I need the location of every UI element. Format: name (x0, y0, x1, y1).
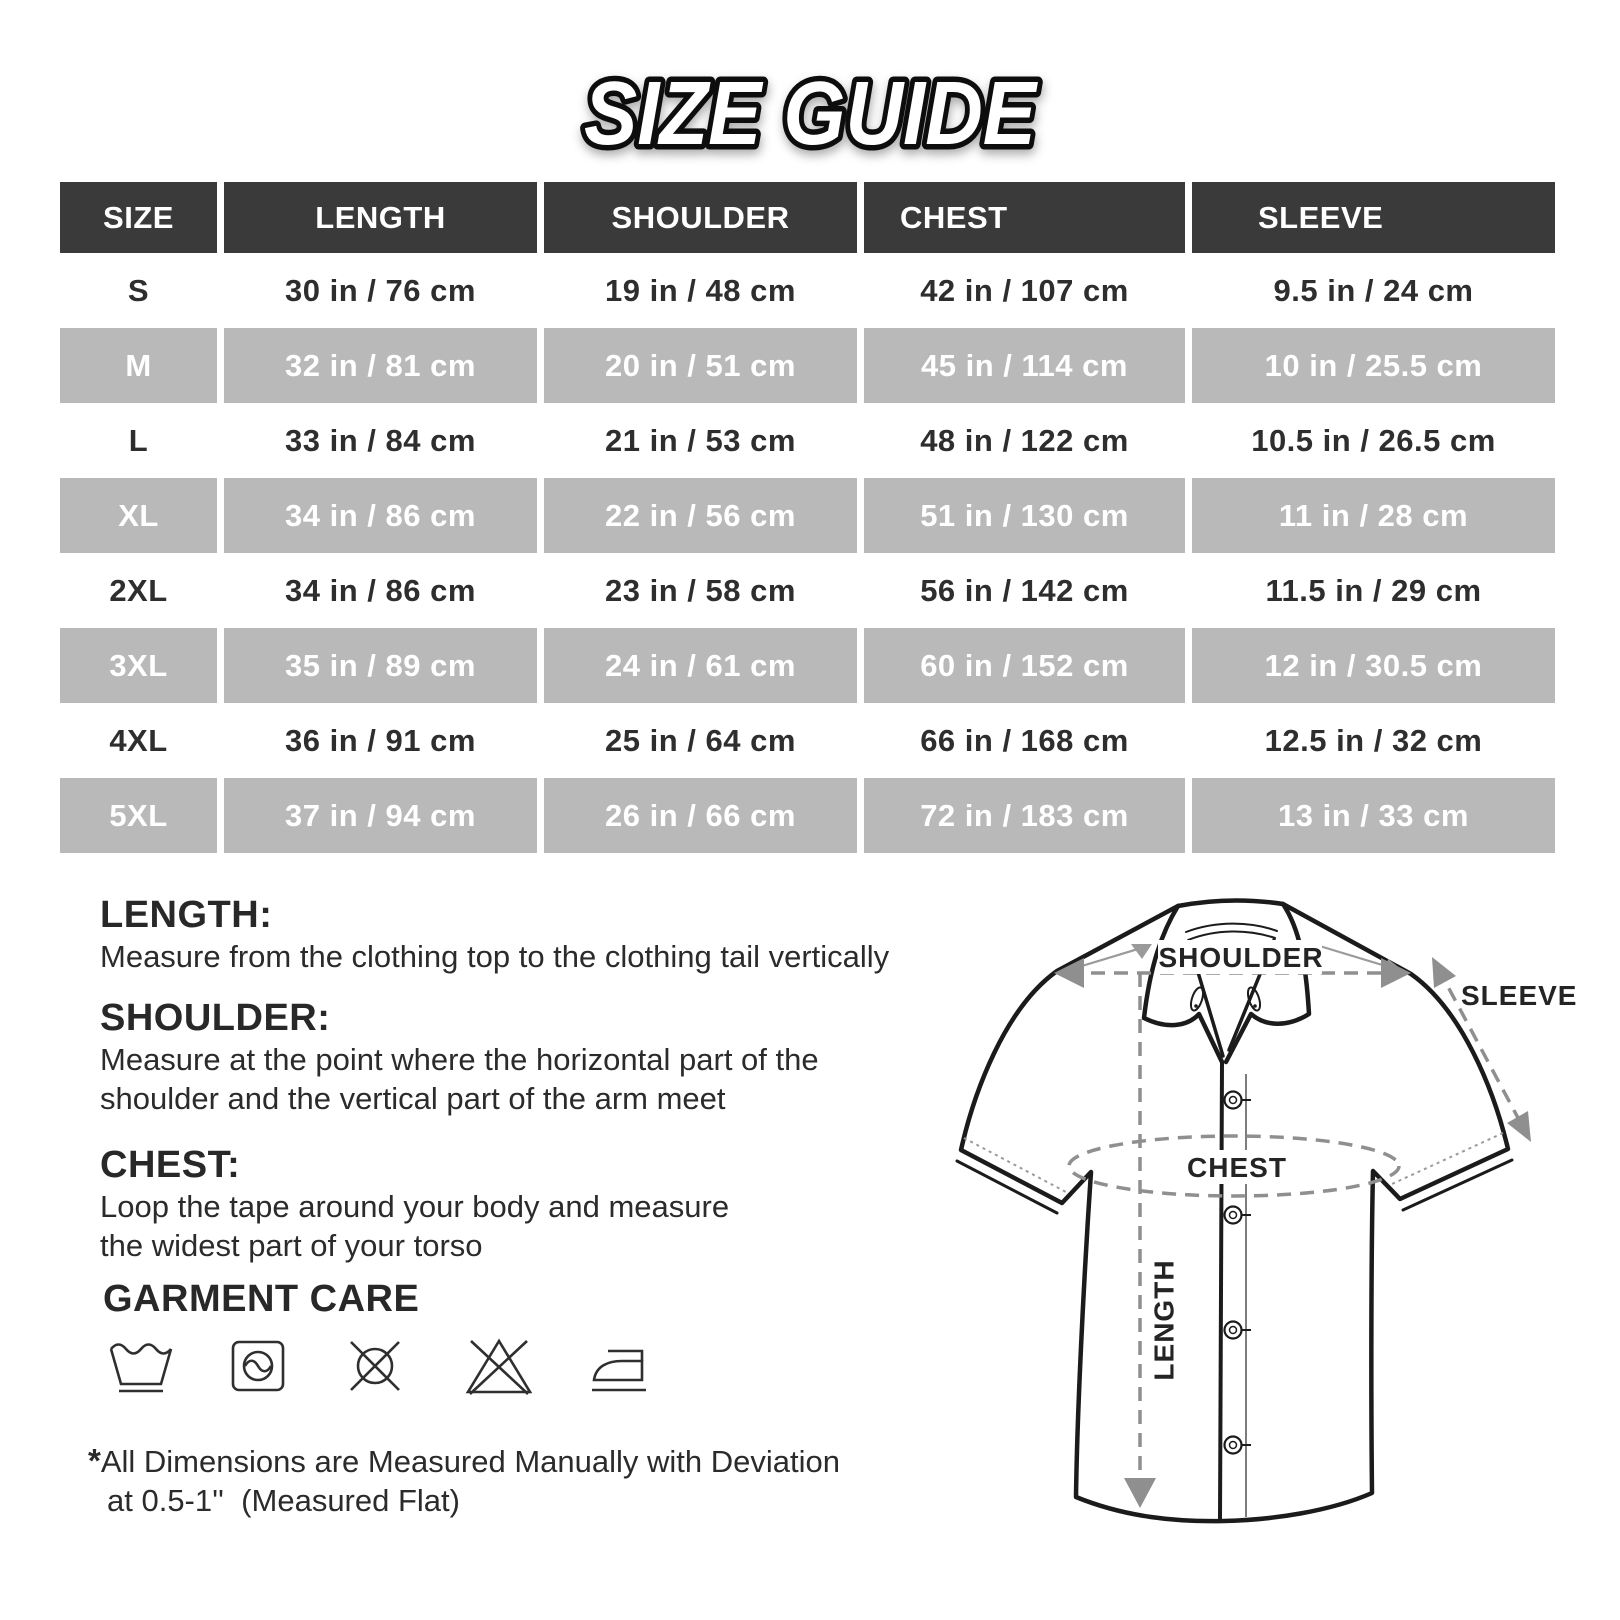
arrow-up-right-icon (1432, 957, 1456, 988)
page-title (400, 48, 1220, 173)
wash-gentle-icon (106, 1334, 176, 1398)
table-cell: 10.5 in / 26.5 cm (1251, 422, 1496, 458)
length-label: LENGTH (1148, 1259, 1180, 1381)
table-row (60, 553, 1555, 628)
table-cell: 33 in / 84 cm (285, 422, 476, 458)
sleeve-label: SLEEVE (1461, 980, 1578, 1011)
size-label: XL (60, 478, 217, 553)
table-row (60, 628, 1555, 703)
table-cell: 36 in / 91 cm (285, 722, 476, 758)
table-row (60, 253, 1555, 328)
section-chest-heading: CHEST: (100, 1144, 241, 1186)
table-cell: 35 in / 89 cm (224, 628, 537, 703)
size-label: L (128, 422, 149, 458)
size-label: 5XL (60, 778, 217, 853)
table-cell: 56 in / 142 cm (920, 572, 1129, 608)
section-chest-text-line2: the widest part of your torso (100, 1228, 483, 1263)
do-not-bleach-icon (462, 1334, 536, 1398)
table-cell: 45 in / 114 cm (864, 328, 1185, 403)
section-length-heading: LENGTH: (100, 894, 273, 936)
table-header-row (60, 182, 1555, 253)
table-cell: 37 in / 94 cm (224, 778, 537, 853)
table-cell: 20 in / 51 cm (544, 328, 857, 403)
shirt-diagram (930, 860, 1590, 1560)
table-cell: 10 in / 25.5 cm (1192, 328, 1555, 403)
chest-label: CHEST (1187, 1152, 1287, 1183)
section-shoulder-heading: SHOULDER: (100, 997, 331, 1039)
table-cell: 48 in / 122 cm (920, 422, 1129, 458)
page-title-text: SIZE GUIDE (584, 64, 1039, 164)
table-cell: 21 in / 53 cm (605, 422, 796, 458)
table-cell: 19 in / 48 cm (605, 272, 796, 308)
table-row (60, 328, 1555, 403)
section-shoulder-text-line2: shoulder and the vertical part of the arm meet (100, 1081, 726, 1116)
table-row (60, 703, 1555, 778)
table-cell: 12 in / 30.5 cm (1192, 628, 1555, 703)
table-row (60, 403, 1555, 478)
garment-care-heading: GARMENT CARE (103, 1278, 420, 1320)
header-sleeve: SLEEVE (1192, 182, 1555, 253)
footnote-line2: at 0.5-1'' (Measured Flat) (107, 1483, 460, 1518)
table-cell: 11.5 in / 29 cm (1265, 572, 1482, 608)
table-cell: 26 in / 66 cm (544, 778, 857, 853)
table-cell: 12.5 in / 32 cm (1264, 722, 1483, 758)
size-label: 3XL (60, 628, 217, 703)
table-cell: 34 in / 86 cm (224, 478, 537, 553)
section-shoulder (100, 996, 819, 1118)
table-cell: 24 in / 61 cm (544, 628, 857, 703)
shoulder-label: SHOULDER (1158, 942, 1324, 973)
arrow-down-right-icon (1507, 1111, 1531, 1142)
section-chest (100, 1143, 729, 1265)
table-cell: 32 in / 81 cm (224, 328, 537, 403)
header-length: LENGTH (224, 182, 537, 253)
table-cell: 11 in / 28 cm (1192, 478, 1555, 553)
footnote-line1: *All Dimensions are Measured Manually with Deviation (88, 1442, 840, 1479)
section-shoulder-text-line1: Measure at the point where the horizontal part of the (100, 1042, 819, 1077)
size-label: M (60, 328, 217, 403)
table-cell: 22 in / 56 cm (544, 478, 857, 553)
table-cell: 60 in / 152 cm (864, 628, 1185, 703)
table-cell: 66 in / 168 cm (920, 722, 1129, 758)
size-label: 2XL (109, 572, 168, 608)
table-cell: 42 in / 107 cm (920, 272, 1129, 308)
size-table (60, 182, 1555, 853)
table-row (60, 478, 1555, 553)
header-chest: CHEST (864, 182, 1185, 253)
header-size: SIZE (60, 182, 217, 253)
table-cell: 34 in / 86 cm (285, 572, 476, 608)
iron-icon (588, 1334, 658, 1398)
section-chest-text-line1: Loop the tape around your body and measure (100, 1189, 730, 1224)
table-cell: 30 in / 76 cm (285, 272, 476, 308)
table-cell: 72 in / 183 cm (864, 778, 1185, 853)
footnote-asterisk: * (88, 1442, 101, 1479)
table-cell: 23 in / 58 cm (605, 572, 796, 608)
table-cell: 9.5 in / 24 cm (1273, 272, 1474, 308)
table-cell: 13 in / 33 cm (1192, 778, 1555, 853)
size-label: S (127, 272, 150, 308)
garment-care-icons (106, 1334, 658, 1398)
size-label: 4XL (109, 722, 168, 758)
section-length-text: Measure from the clothing top to the clothing tail vertically (100, 939, 890, 974)
header-shoulder: SHOULDER (544, 182, 857, 253)
do-not-dry-clean-icon (340, 1334, 410, 1398)
tumble-dry-icon (228, 1334, 288, 1398)
table-cell: 25 in / 64 cm (605, 722, 796, 758)
table-cell: 51 in / 130 cm (864, 478, 1185, 553)
table-row (60, 778, 1555, 853)
section-length (100, 893, 889, 976)
footnote (88, 1441, 840, 1520)
